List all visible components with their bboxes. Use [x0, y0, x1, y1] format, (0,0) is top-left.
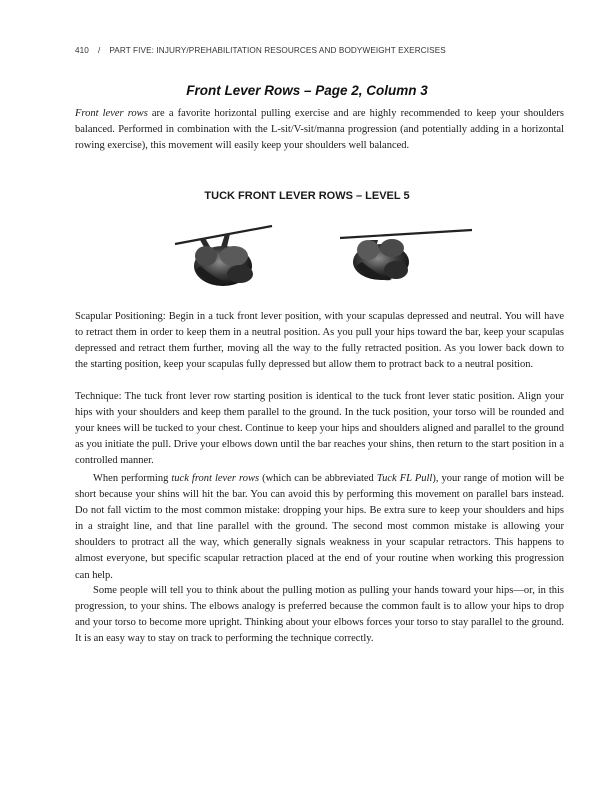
- tuck-front-lever-row-top-figure: [336, 220, 476, 288]
- running-head: [75, 46, 446, 55]
- when-performing-paragraph: [75, 471, 564, 584]
- when-text-before: When performing: [93, 473, 172, 484]
- when-italic-1: tuck front lever rows: [171, 473, 260, 484]
- when-text-middle: (which can be abbreviated: [259, 473, 377, 484]
- when-italic-2: Tuck FL Pull: [376, 473, 433, 484]
- page-title: Front Lever Rows – Page 2, Column 3: [186, 83, 428, 98]
- tuck-front-lever-row-start-figure: [170, 220, 280, 292]
- intro-lead-italic: Front lever rows: [75, 108, 148, 119]
- pulling-motion-paragraph: Some people will tell you to think about the pulling motion as pulling your hands toward your hips—or, in this progression, to your shins. The elbows analogy is preferred because the common fault is to allow your hips to drop and your torso to become more upright. Thinking about your elbows forces your torso to stay parallel to the ground. It is an easy way to stay on track to performing the technique correctly.: [75, 585, 564, 645]
- page-number: 410: [75, 46, 89, 55]
- scapular-positioning-paragraph: Scapular Positioning: Begin in a tuck front lever position, with your scapulas depressed and neutral. You will have to retract them in order to keep them in a neutral position. As you pull your hips toward the bar, keep your scapulas depressed and retract them further, moving all the way to the fully retracted position. As you lower back down to the starting position, keep your scapulas fully depressed but allow them to protract back to a neutral position.: [75, 311, 564, 371]
- intro-text: are a favorite horizontal pulling exercise and are highly recommended to keep your shoulders balanced. Performed in combination with the L-sit/V-sit/manna progression (and potentially adding in a horizontal rowing exercise), this movement will easily keep your shoulders well balanced.: [75, 108, 564, 152]
- part-title: PART FIVE: INJURY/PREHABILITATION RESOURCES AND BODYWEIGHT EXERCISES: [109, 46, 446, 55]
- intro-paragraph: [75, 106, 564, 154]
- when-text-after: ), your range of motion will be short because your shins will hit the bar. You can avoid this by performing this movement on parallel bars instead. Do not fall victim to the most common mistake: dropping your hips. Be extra sure to keep your shoulders and hips in a straight line, and that line parallel with the ground. The second most common mistake is allowing your shoulders to protract all the way, which generally signals weakness in your scapular retractors. This happens to almost everyone, but specific scapular retraction placed at the end of your routine when working this progression can help.: [75, 473, 564, 581]
- technique-paragraph: Technique: The tuck front lever row starting position is identical to the tuck front lever static position. Align your hips with your shoulders and keep them parallel to the ground. In the tuck position, your torso will be rounded and your knees will be tucked to your chest. Continue to keep your hips and shoulders aligned and parallel to the ground as you initiate the pull. Drive your elbows down until the bar reaches your shins, then return to the start position in a controlled manner.: [75, 391, 564, 467]
- section-title: TUCK FRONT LEVER ROWS – LEVEL 5: [204, 190, 410, 202]
- header-separator: /: [97, 46, 101, 55]
